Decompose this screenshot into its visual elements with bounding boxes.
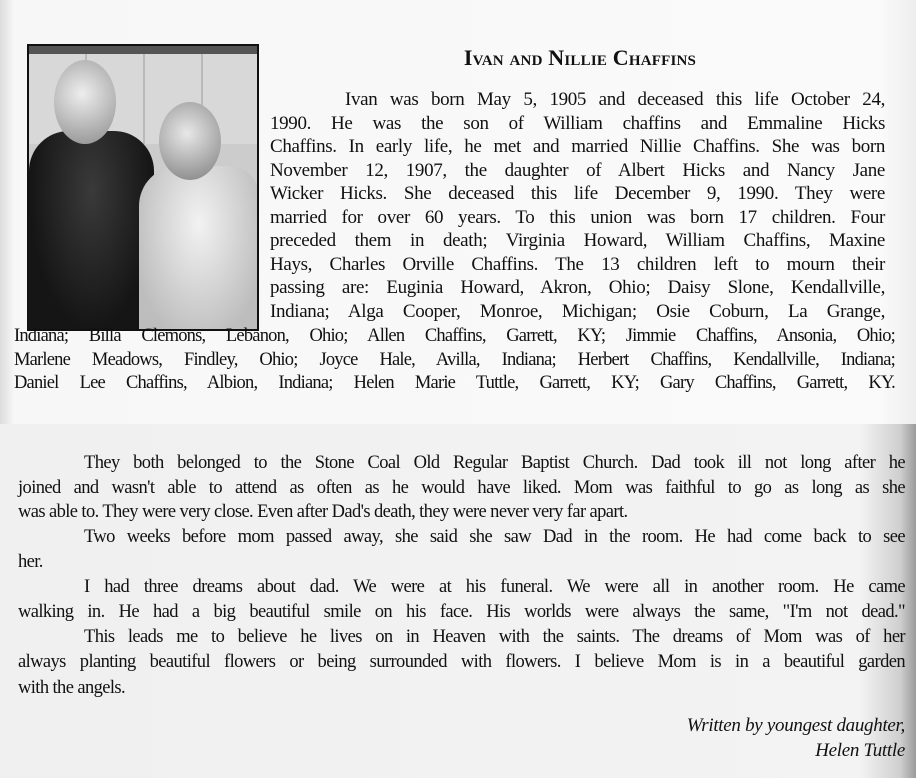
photo-man xyxy=(29,131,154,331)
obituary-line: married for over 60 years. To this union was born 17 children. Four xyxy=(270,207,885,228)
obituary-line: Chaffins. In early life, he met and married Nillie Chaffins. She was born xyxy=(270,136,885,157)
memoir-line: was able to. They were very close. Even after Dad's death, they were never very far apart. xyxy=(18,502,628,522)
photo-woman xyxy=(139,166,259,331)
signature-line-1: Written by youngest daughter, xyxy=(686,715,905,736)
obituary-line: Indiana; Alga Cooper, Monroe, Michigan; Osie Coburn, La Grange, xyxy=(270,301,885,322)
memoir-line: walking in. He had a big beautiful smile on his face. His worlds were always the same, "I'm not dead." xyxy=(18,602,905,622)
memoir-line: joined and wasn't able to attend as often as he would have liked. Mom was faithful to go as long as she xyxy=(18,478,905,498)
photo-woman-head xyxy=(159,102,221,180)
obituary-line: 1990. He was the son of William chaffins and Emmaline Hicks xyxy=(270,113,885,134)
memoir-line: They both belonged to the Stone Coal Old Regular Baptist Church. Dad took ill not long after he xyxy=(84,453,905,473)
memoir-line: Two weeks before mom passed away, she said she saw Dad in the room. He had come back to see xyxy=(84,527,905,547)
obituary-line: Wicker Hicks. She deceased this life December 9, 1990. They were xyxy=(270,183,885,204)
couple-photo xyxy=(27,44,259,331)
memoir-line: always planting beautiful flowers or being surrounded with flowers. I believe Mom is in a beautiful garden xyxy=(18,652,905,672)
obituary-line: November 12, 1907, the daughter of Albert Hicks and Nancy Jane xyxy=(270,160,885,181)
obituary-line: Daniel Lee Chaffins, Albion, Indiana; Helen Marie Tuttle, Garrett, KY; Gary Chaffins, Garrett, KY. xyxy=(14,373,895,393)
obituary-line: Hays, Charles Orville Chaffins. The 13 children left to mourn their xyxy=(270,254,885,275)
obituary-line: Ivan was born May 5, 1905 and deceased this life October 24, xyxy=(345,89,885,110)
obituary-line: Indiana; Billa Clemons, Lebanon, Ohio; Allen Chaffins, Garrett, KY; Jimmie Chaffins, Ansonia, Ohio; xyxy=(14,326,895,346)
obituary-line: preceded them in death; Virginia Howard, William Chaffins, Maxine xyxy=(270,230,885,251)
signature-name: Helen Tuttle xyxy=(815,740,905,761)
memoir-line: with the angels. xyxy=(18,678,126,698)
obituary-title: Ivan and Nillie Chaffins xyxy=(463,45,697,70)
obituary-line: Marlene Meadows, Findley, Ohio; Joyce Hale, Avilla, Indiana; Herbert Chaffins, Kendallville, Indiana; xyxy=(14,350,895,370)
photo-man-head xyxy=(54,60,116,144)
memoir-line: I had three dreams about dad. We were at his funeral. We were all in another room. He came xyxy=(84,577,905,597)
obituary-line: passing are: Euginia Howard, Akron, Ohio; Daisy Slone, Kendallville, xyxy=(270,277,885,298)
memoir-line: This leads me to believe he lives on in Heaven with the saints. The dreams of Mom was of her xyxy=(84,627,905,647)
memoir-line: her. xyxy=(18,552,43,572)
